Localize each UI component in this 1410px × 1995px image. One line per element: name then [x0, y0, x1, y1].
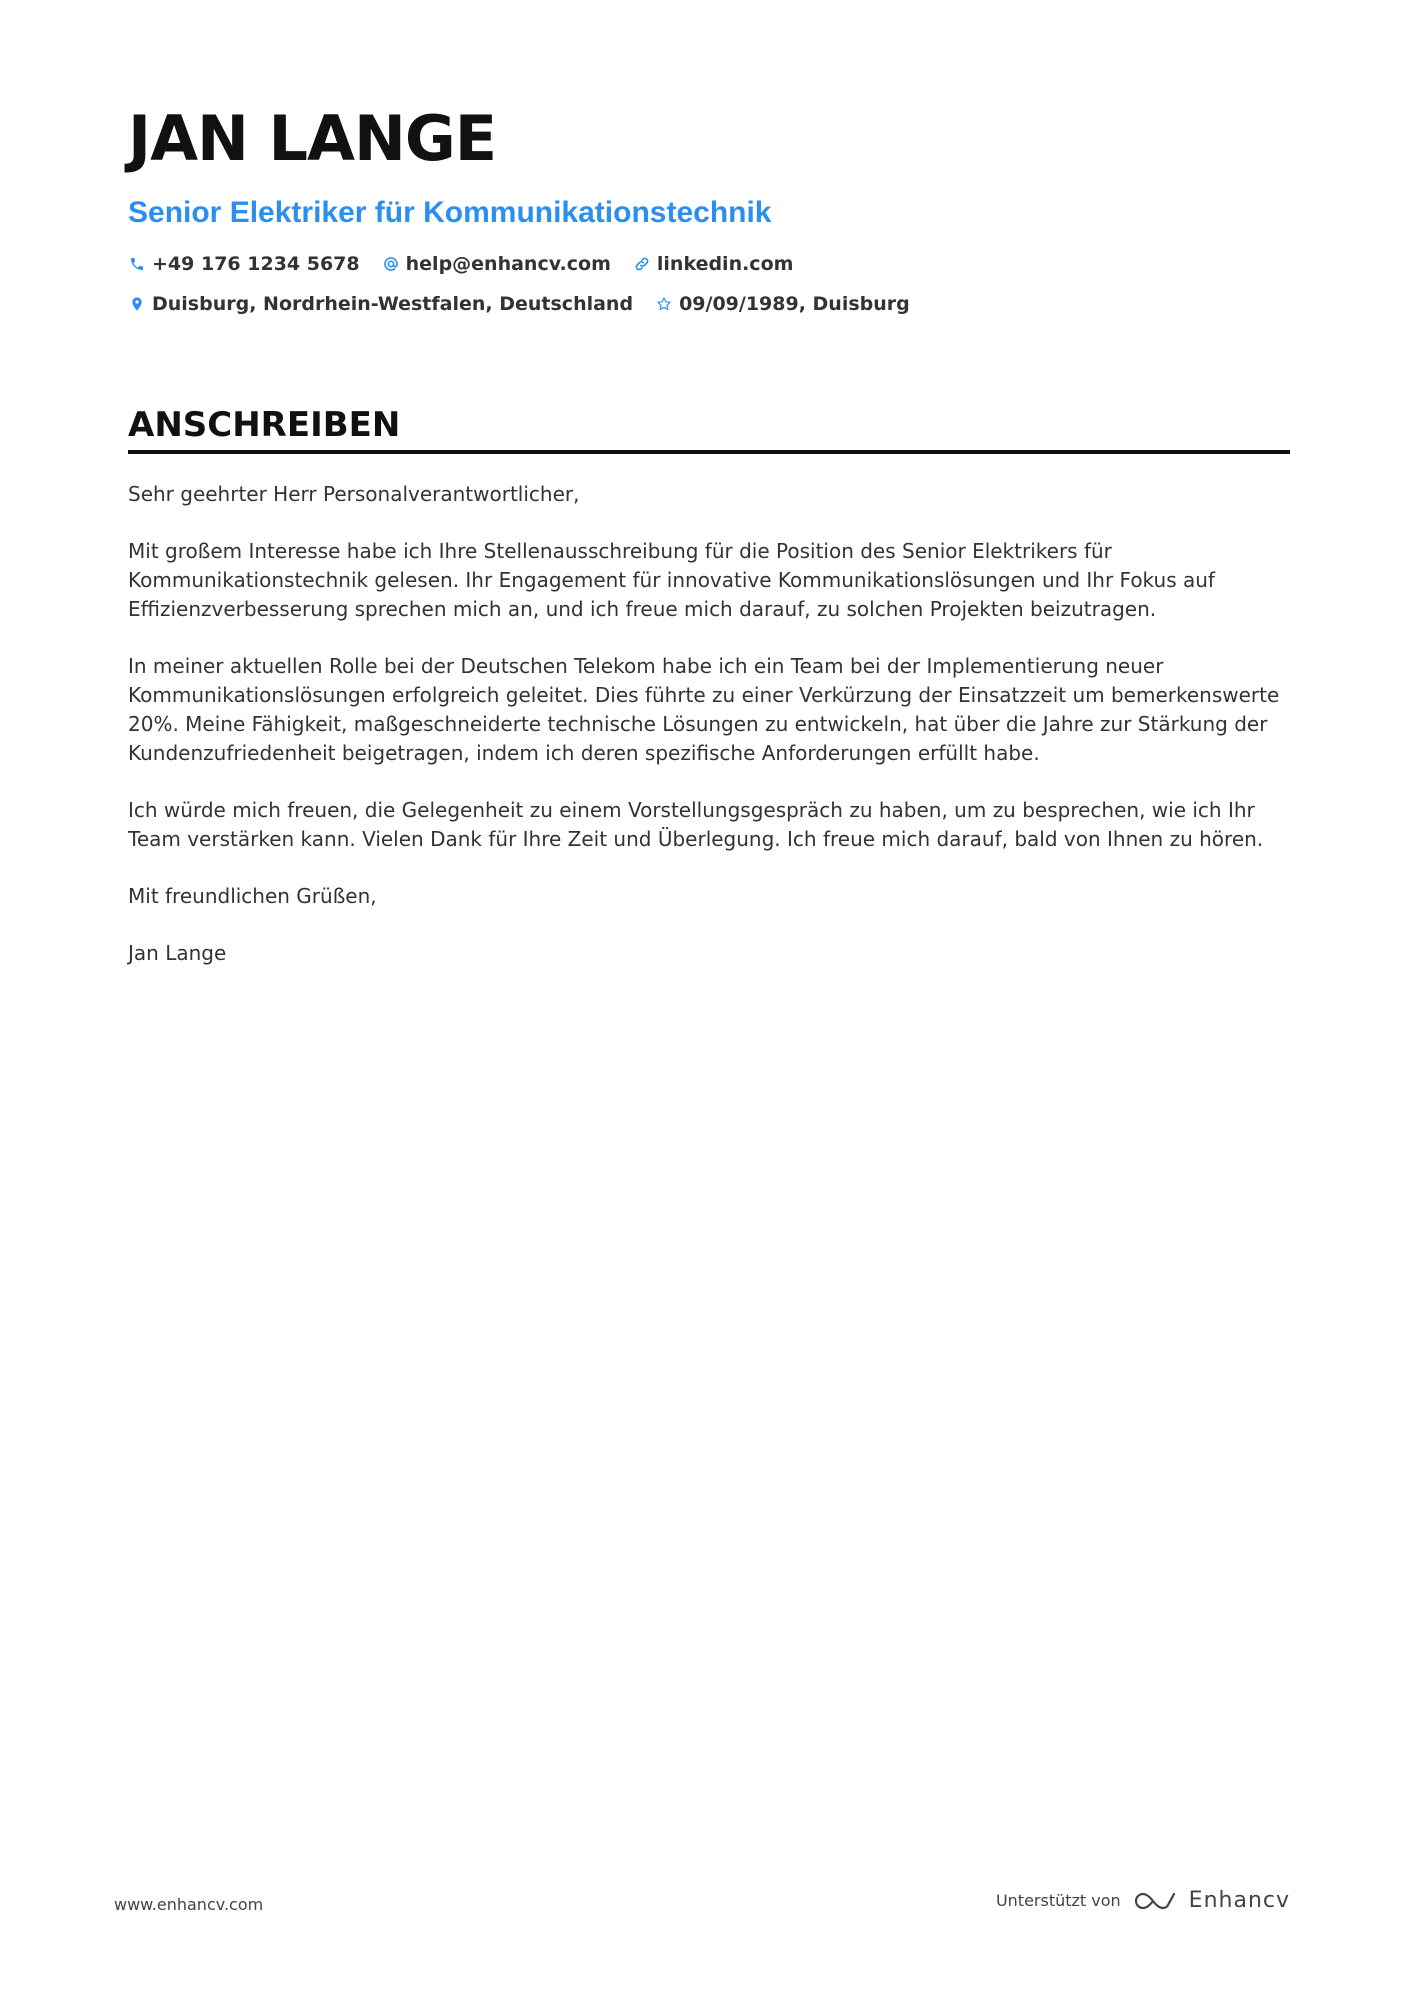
brand-name: Enhancv [1188, 1888, 1290, 1913]
location-pin-icon [128, 295, 146, 313]
contact-location [128, 290, 633, 318]
phone-icon [128, 255, 146, 273]
powered-by-text: Unterstützt von [995, 1891, 1121, 1910]
letter-greeting: Sehr geehrter Herr Personalverantwortlicher, [128, 482, 580, 506]
footer-branding [996, 1888, 1290, 1913]
contact-list [128, 250, 1290, 318]
contact-linkedin[interactable] [633, 250, 794, 278]
enhancv-logo-icon [1133, 1889, 1179, 1913]
letter-paragraph: Ich würde mich freuen, die Gelegenheit zu einem Vorstellungsgespräch zu haben, um zu besprechen, wie ich Ihr Team verstärken kann. Vielen Dank für Ihre Zeit und Überlegung. Ich freue mich darauf, bald von Ihnen zu hören. [128, 798, 1264, 851]
contact-email-text: help@enhancv.com [405, 253, 611, 275]
job-title: Senior Elektriker für Kommunikationstechnik [128, 196, 772, 229]
star-icon [655, 295, 673, 313]
contact-location-text: Duisburg, Nordrhein-Westfalen, Deutschland [152, 293, 634, 315]
letter-paragraph: In meiner aktuellen Rolle bei der Deutschen Telekom habe ich ein Team bei der Implementierung neuer Kommunikationslösungen erfolgreich geleitet. Dies führte zu einer Verkürzung der Einsatzzeit um bemerkenswerte 20%. Meine Fähigkeit, maßgeschneiderte technische Lösungen zu entwickeln, hat über die Jahre zur Stärkung der Kundenzufriedenheit beigetragen, indem ich deren spezifische Anforderungen erfüllt habe. [128, 654, 1280, 765]
contact-birth-text: 09/09/1989, Duisburg [679, 293, 910, 315]
contact-phone [128, 250, 360, 278]
link-icon [633, 255, 651, 273]
contact-phone-text: +49 176 1234 5678 [152, 253, 360, 275]
letter-body [128, 480, 1290, 968]
candidate-name: JAN LANGE [128, 102, 497, 175]
letter-signature: Jan Lange [128, 941, 227, 965]
at-icon [382, 255, 400, 273]
letter-paragraph: Mit großem Interesse habe ich Ihre Stellenausschreibung für die Position des Senior Elektrikers für Kommunikationstechnik gelesen. Ihr Engagement für innovative Kommunikationslösungen und Ihr Fokus auf Effizienzverbesserung sprechen mich an, und ich freue mich darauf, zu solchen Projekten beizutragen. [128, 539, 1215, 621]
contact-email[interactable] [382, 250, 611, 278]
letter-closing: Mit freundlichen Grüßen, [128, 884, 377, 908]
resume-page [128, 102, 1290, 996]
section-title: ANSCHREIBEN [128, 408, 1290, 454]
cover-letter-section [128, 405, 1290, 968]
contact-linkedin-text: linkedin.com [656, 253, 794, 275]
contact-birth [655, 290, 910, 318]
footer-website[interactable]: www.enhancv.com [114, 1895, 264, 1914]
